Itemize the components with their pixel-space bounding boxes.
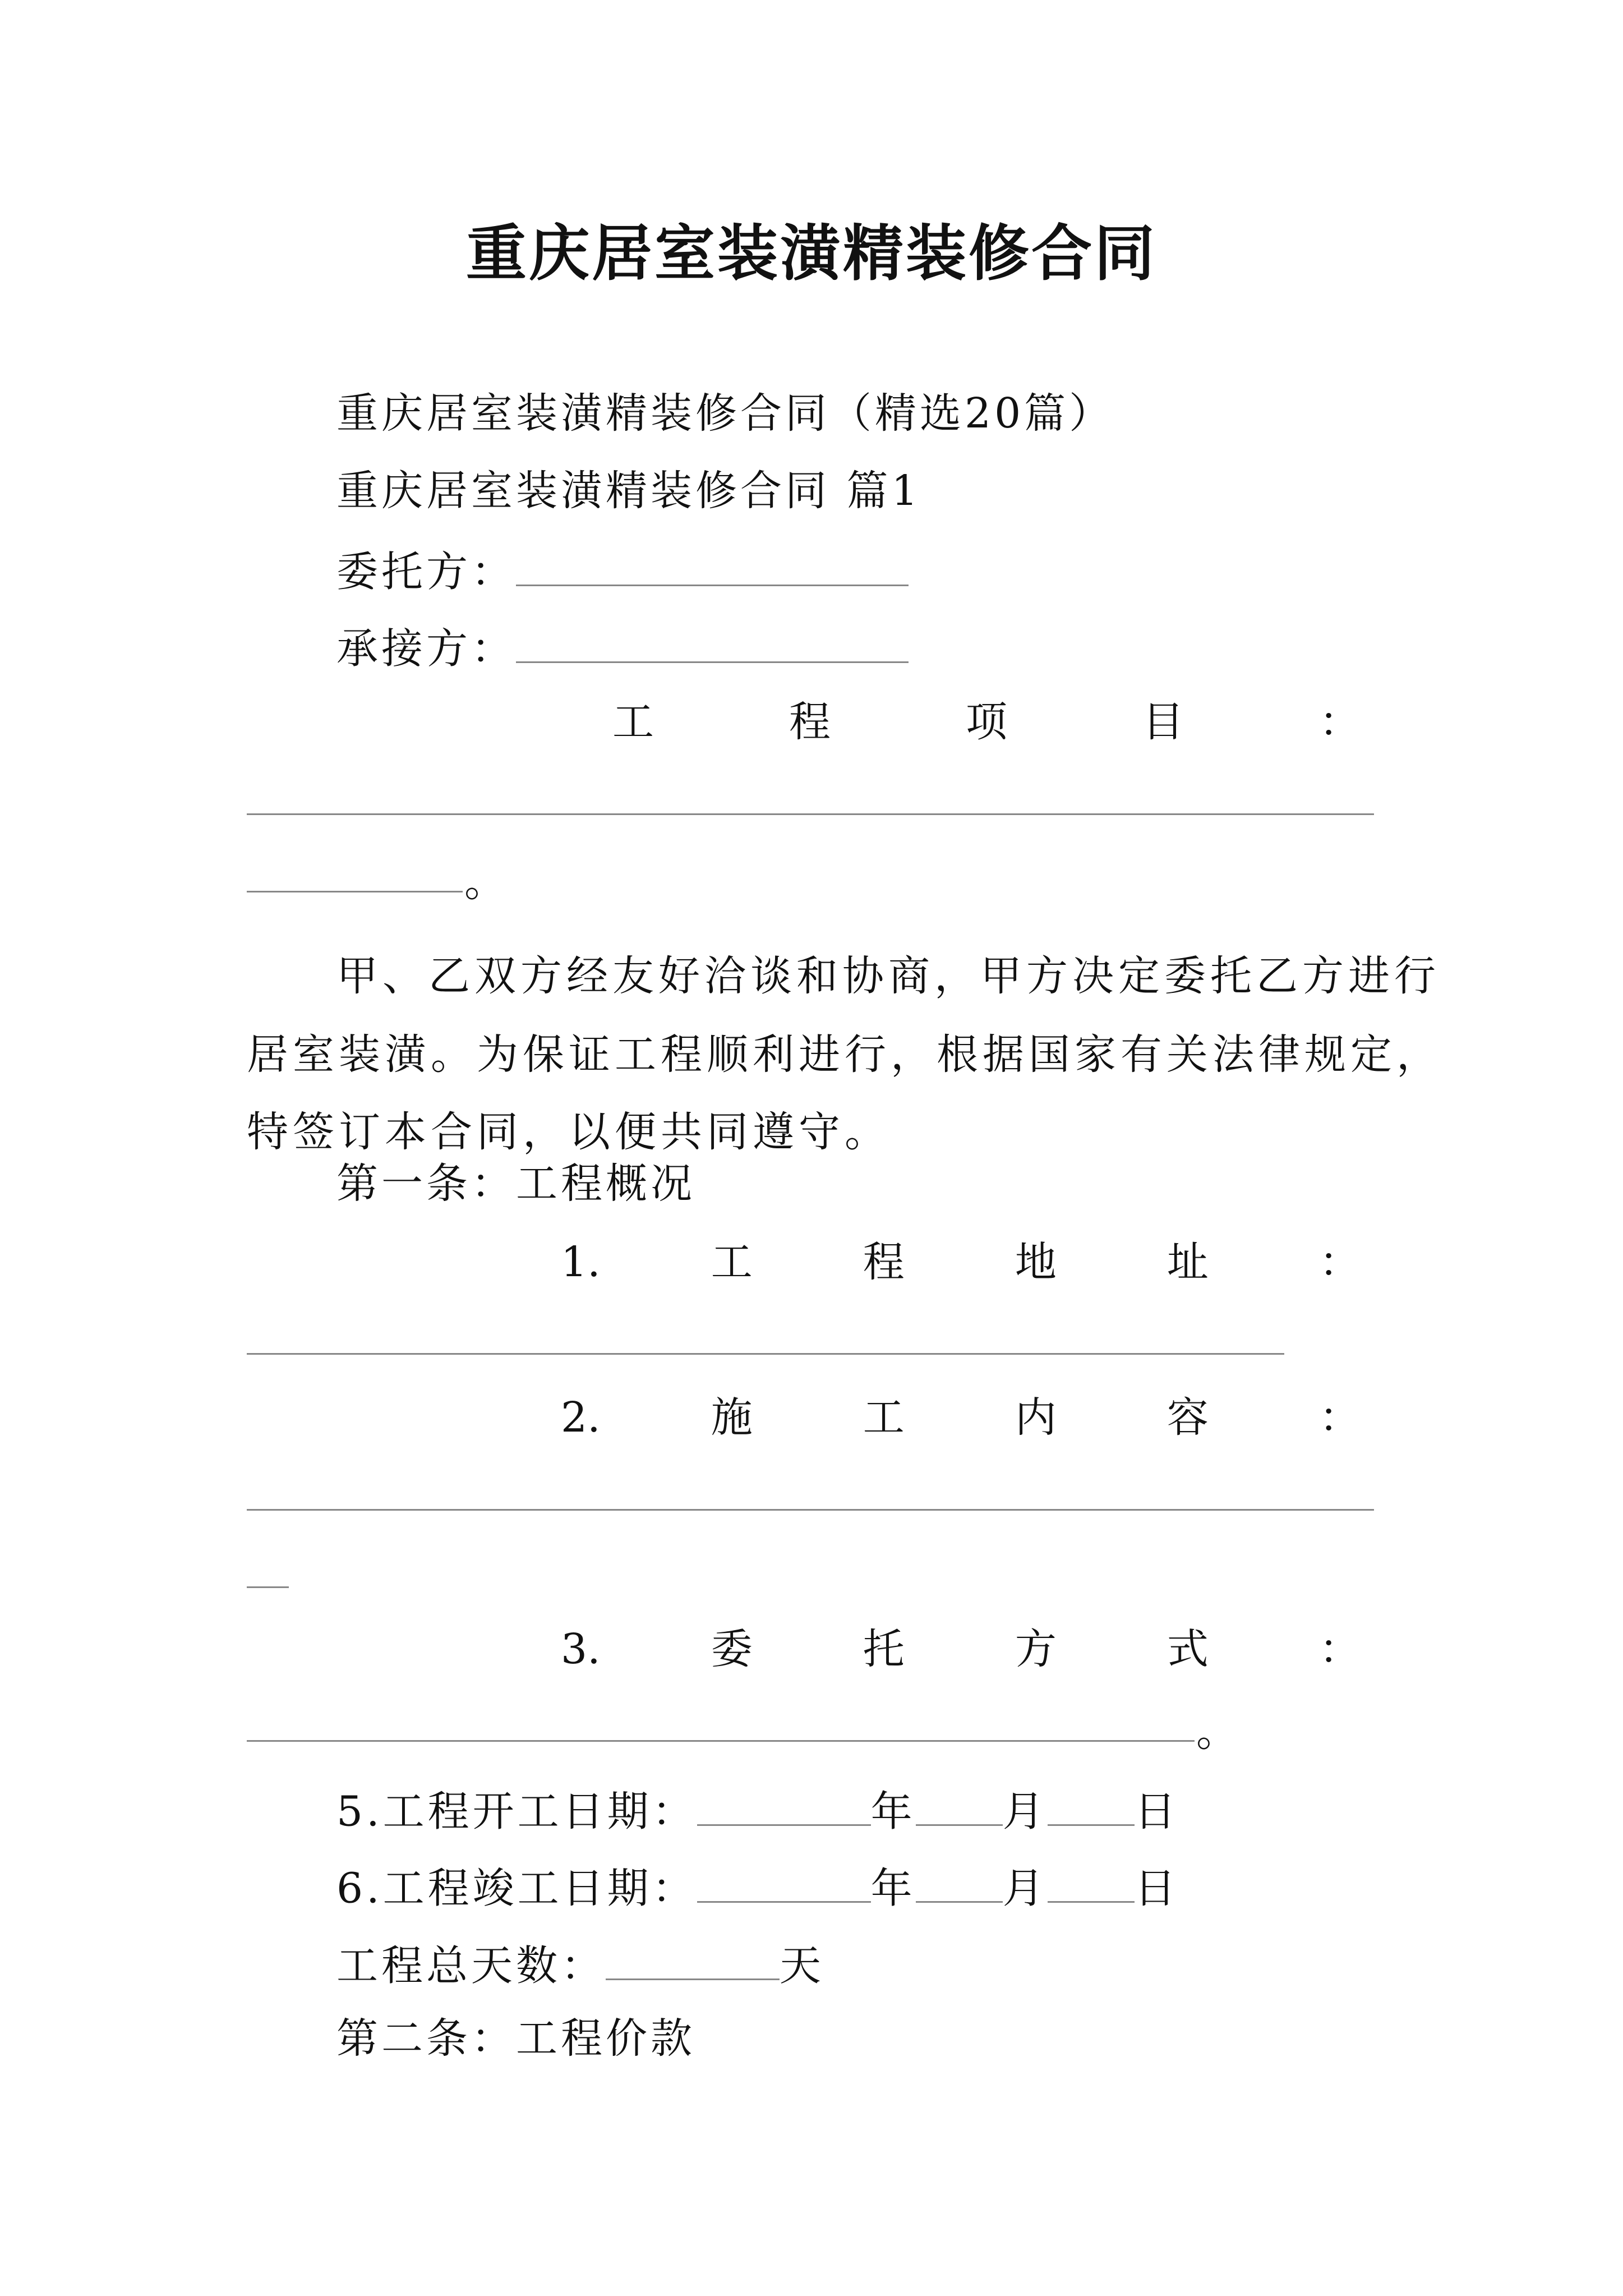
end-year-blank bbox=[697, 1864, 871, 1903]
start-day-blank bbox=[1048, 1787, 1135, 1826]
item-1-label: 1. 工 程 地 址 ： bbox=[561, 1238, 1361, 1286]
project-label: 工 程 项 目 ： bbox=[612, 698, 1361, 746]
start-year-blank bbox=[697, 1787, 871, 1826]
total-days-label: 工程总天数： bbox=[336, 1941, 606, 1990]
item-2-blank-line-1 bbox=[247, 1509, 1374, 1511]
contractor-line bbox=[336, 624, 909, 673]
item-1-blank-line bbox=[247, 1353, 1284, 1355]
project-period: 。 bbox=[464, 858, 509, 906]
article-1-heading: 第一条：工程概况 bbox=[336, 1159, 695, 1208]
total-days-blank bbox=[606, 1941, 780, 1980]
client-line bbox=[336, 547, 909, 596]
contractor-label: 承接方： bbox=[336, 624, 516, 673]
client-label: 委托方： bbox=[336, 547, 516, 596]
item-2-blank-line-2 bbox=[247, 1586, 289, 1588]
start-month-blank bbox=[916, 1787, 1003, 1826]
intro-line-2: 居室装潢。为保证工程顺利进行，根据国家有关法律规定， bbox=[247, 1030, 1442, 1079]
intro-line-3: 特签订本合同，以便共同遵守。 bbox=[247, 1108, 891, 1156]
start-date-label: 5.工程开工日期： bbox=[336, 1787, 697, 1836]
project-blank-line-1 bbox=[247, 813, 1374, 815]
total-days-line: 工程总天数： 天 bbox=[336, 1941, 824, 1990]
item-3-blank-line bbox=[247, 1740, 1195, 1742]
end-date-line: 6.工程竣工日期： 年 月 日 bbox=[336, 1864, 1179, 1913]
article-2-heading: 第二条：工程价款 bbox=[336, 2014, 695, 2063]
part-heading: 重庆居室装潢精装修合同 篇1 bbox=[336, 467, 921, 515]
item-3-period: 。 bbox=[1196, 1708, 1241, 1756]
document-title: 重庆居室装潢精装修合同 bbox=[465, 219, 1157, 289]
end-month-blank bbox=[916, 1864, 1003, 1903]
subtitle: 重庆居室装潢精装修合同（精选20篇） bbox=[336, 389, 1114, 438]
item-2-label: 2. 施 工 内 容 ： bbox=[561, 1393, 1361, 1442]
intro-line-1: 甲、乙双方经友好洽谈和协商，甲方决定委托乙方进行 bbox=[336, 952, 1440, 1000]
start-date-line: 5.工程开工日期： 年 月 日 bbox=[336, 1787, 1179, 1836]
client-blank bbox=[516, 547, 909, 586]
end-date-label: 6.工程竣工日期： bbox=[336, 1864, 697, 1913]
project-blank-line-2 bbox=[247, 891, 463, 892]
end-day-blank bbox=[1048, 1864, 1135, 1903]
item-3-label: 3. 委 托 方 式 ： bbox=[561, 1625, 1361, 1673]
contractor-blank bbox=[516, 624, 909, 663]
